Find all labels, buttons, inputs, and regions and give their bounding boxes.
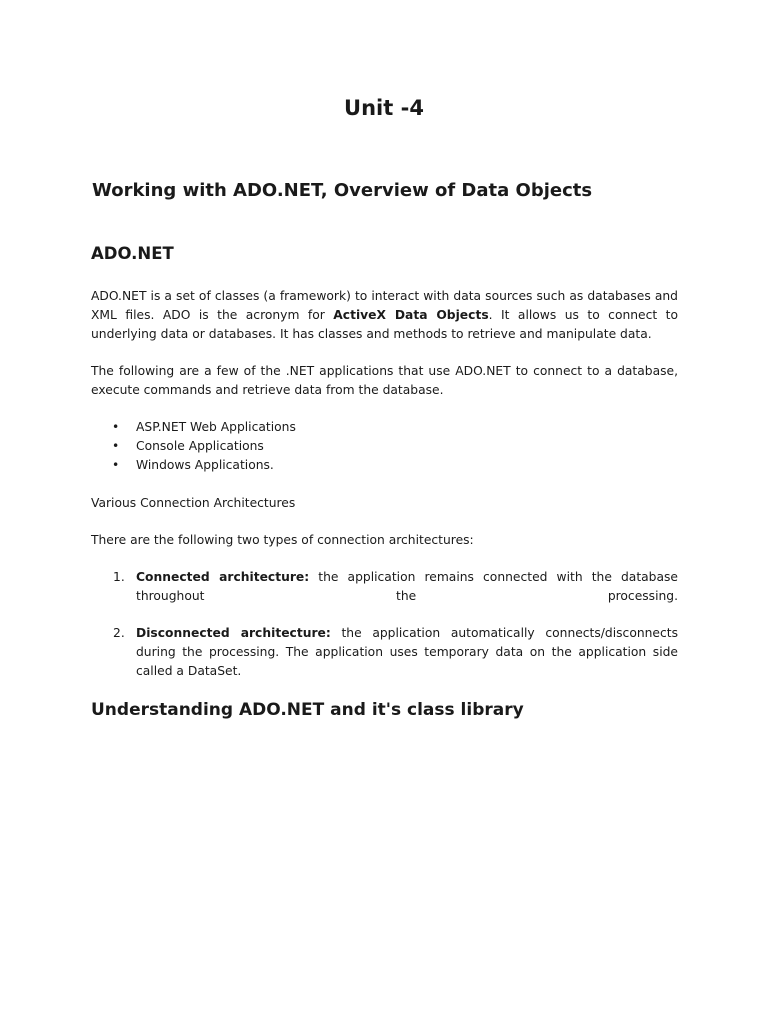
intro-text-part2: . It allows us to connect to underlying data or databases. It has classes and methods to retrieve and manipulate data. (91, 308, 679, 341)
applications-list (91, 418, 296, 475)
list-item-label: Windows Applications. (136, 458, 274, 472)
list-item-label: ASP.NET Web Applications (136, 420, 296, 434)
architectures-intro: There are the following two types of connection architectures: (91, 533, 474, 547)
class-library-heading: Understanding ADO.NET and it's class library (91, 700, 524, 720)
architectures-subheading: Various Connection Architectures (91, 496, 296, 510)
bullet-icon: • (112, 439, 120, 453)
intro-paragraph (91, 287, 678, 344)
list-item (91, 437, 296, 456)
apps-intro-paragraph: The following are a few of the .NET applications that use ADO.NET to connect to a database, execute commands and retrieve data from the database. (91, 364, 678, 397)
intro-bold-term: ActiveX Data Objects (333, 308, 489, 322)
architecture-item-disconnected (91, 624, 678, 681)
list-item (91, 456, 296, 475)
architecture-item-connected (91, 568, 678, 606)
list-number: 1. (113, 570, 125, 584)
unit-title: Unit -4 (344, 96, 424, 120)
list-item-label: Console Applications (136, 439, 264, 453)
list-item (91, 568, 678, 606)
list-number: 2. (113, 626, 125, 640)
architecture-title: Disconnected architecture: (136, 626, 331, 640)
intro-text-part1: ADO.NET is a set of classes (a framework) to interact with data sources such as databases and XML files. ADO is the acronym for (91, 289, 678, 322)
bullet-icon: • (112, 458, 120, 472)
list-item (91, 418, 296, 437)
architecture-title: Connected architecture: (136, 570, 310, 584)
architecture-text: the application remains connected with the database throughout the processing. (136, 570, 678, 603)
main-heading: Working with ADO.NET, Overview of Data Objects (92, 180, 593, 201)
architecture-text: the application automatically connects/disconnects during the processing. The application uses temporary data on the application side called a DataSet. (136, 626, 678, 678)
bullet-icon: • (112, 420, 120, 434)
list-item (91, 624, 678, 681)
section-heading-adonet: ADO.NET (91, 244, 174, 263)
